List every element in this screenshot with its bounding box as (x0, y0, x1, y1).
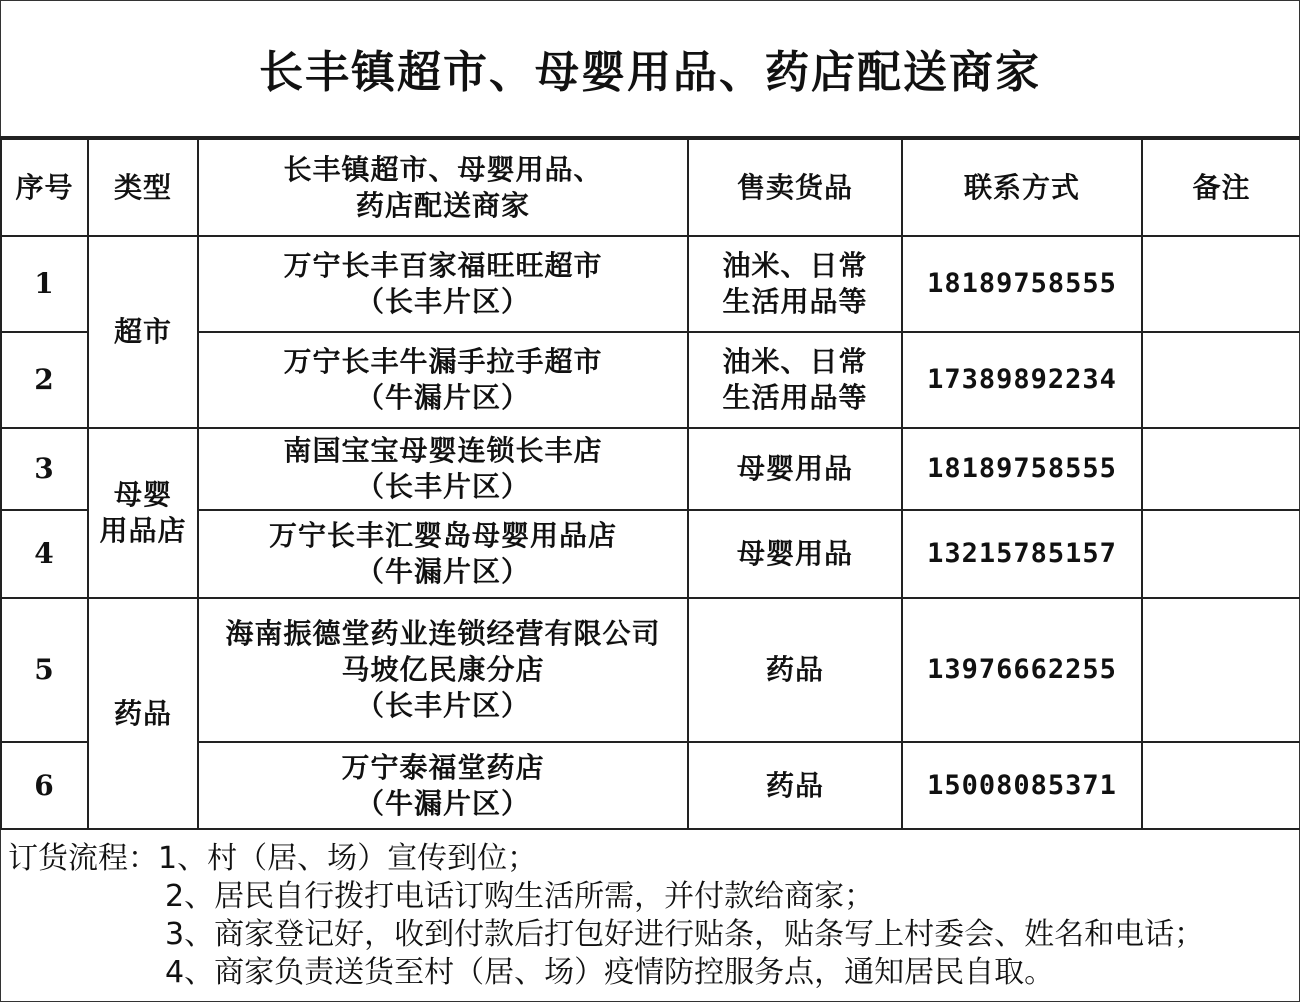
merchant-name: 万宁长丰汇婴岛母婴用品店 （牛漏片区） (198, 510, 688, 598)
header-index: 序号 (1, 139, 88, 236)
phone-cell: 18189758555 (902, 236, 1142, 332)
merchant-name: 万宁泰福堂药店 （牛漏片区） (198, 742, 688, 829)
header-merchant-line: 药店配送商家 (355, 188, 530, 222)
type-cell: 母婴 用品店 (88, 428, 198, 598)
order-step: 4、商家负责送货至村（居、场）疫情防控服务点，通知居民自取。 (165, 955, 1055, 990)
goods-cell: 油米、日常 生活用品等 (688, 236, 902, 332)
table-row (1, 598, 1300, 742)
type-cell: 超市 (88, 236, 198, 428)
phone-cell: 17389892234 (902, 332, 1142, 428)
row-index: 4 (1, 510, 88, 598)
header-goods: 售卖货品 (688, 139, 902, 236)
remark-cell (1142, 332, 1300, 428)
merchant-name: 万宁长丰牛漏手拉手超市 （牛漏片区） (198, 332, 688, 428)
merchant-table (0, 138, 1300, 830)
goods-cell: 母婴用品 (688, 428, 902, 510)
order-step: 2、居民自行拨打电话订购生活所需，并付款给商家； (165, 879, 875, 914)
header-type: 类型 (88, 139, 198, 236)
order-process-notes (0, 828, 1300, 1002)
merchant-name: 万宁长丰百家福旺旺超市 （长丰片区） (198, 236, 688, 332)
row-index: 6 (1, 742, 88, 829)
merchant-name: 海南振德堂药业连锁经营有限公司 马坡亿民康分店 （长丰片区） (198, 598, 688, 742)
table-header-row (1, 139, 1300, 236)
goods-cell: 药品 (688, 742, 902, 829)
remark-cell (1142, 236, 1300, 332)
goods-cell: 母婴用品 (688, 510, 902, 598)
header-merchant-line: 长丰镇超市、母婴用品、 (283, 152, 603, 186)
header-contact: 联系方式 (902, 139, 1142, 236)
order-step: 3、商家登记好，收到付款后打包好进行贴条，贴条写上村委会、姓名和电话； (165, 917, 1205, 952)
row-index: 3 (1, 428, 88, 510)
remark-cell (1142, 510, 1300, 598)
remark-cell (1142, 598, 1300, 742)
remark-cell (1142, 742, 1300, 829)
table-row (1, 236, 1300, 332)
goods-cell: 药品 (688, 598, 902, 742)
row-index: 5 (1, 598, 88, 742)
type-cell: 药品 (88, 598, 198, 829)
phone-cell: 18189758555 (902, 428, 1142, 510)
header-merchant (198, 139, 688, 236)
table-row (1, 428, 1300, 510)
page-title: 长丰镇超市、母婴用品、药店配送商家 (0, 0, 1300, 138)
goods-cell: 油米、日常 生活用品等 (688, 332, 902, 428)
order-process-label: 订货流程： (8, 841, 158, 876)
row-index: 1 (1, 236, 88, 332)
phone-cell: 13976662255 (902, 598, 1142, 742)
row-index: 2 (1, 332, 88, 428)
phone-cell: 15008085371 (902, 742, 1142, 829)
phone-cell: 13215785157 (902, 510, 1142, 598)
remark-cell (1142, 428, 1300, 510)
merchant-name: 南国宝宝母婴连锁长丰店 （长丰片区） (198, 428, 688, 510)
header-remark: 备注 (1142, 139, 1300, 236)
order-step: 订货流程：1、村（居、场）宣传到位； (8, 841, 538, 876)
